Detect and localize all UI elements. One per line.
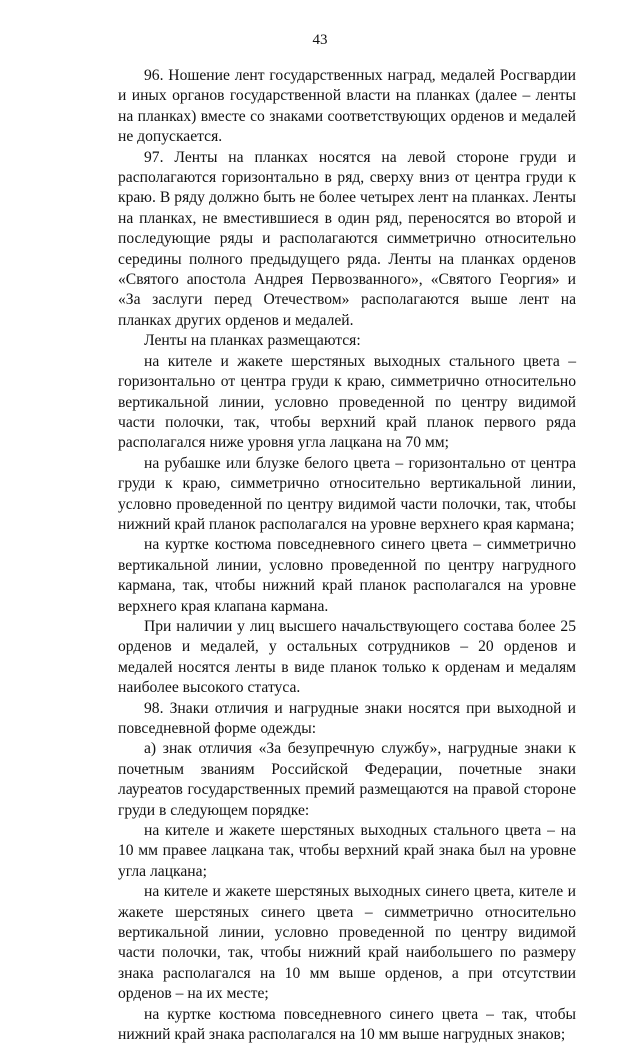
paragraph-white-shirt-ribbons: на рубашке или блузке белого цвета – горизонтально от центра груди к краю, симметрично относительно вертикальной линии, условно проведенной по центру видимой части полочки, так, чтобы нижний край планок располагался на уровне верхнего края кармана; <box>118 454 576 533</box>
paragraph-97: 97. Ленты на планках носятся на левой стороне груди и располагаются горизонтально в ряд, сверху вниз от центра груди к краю. В ряду должно быть не более четырех лент на планках. Ленты на планках, не вместившиеся в один ряд, переносятся во второй и последующие ряды и располагаются симметрично относительно середины полного предыдущего ряда. Ленты на планках орденов «Святого апостола Андрея Первозванного», «Святого Георгия» и «За заслуги перед Отечеством» располагаются выше лент на планках других орденов и медалей. <box>118 148 576 329</box>
paragraph-98: 98. Знаки отличия и нагрудные знаки носятся при выходной и повседневной форме одежды: <box>118 699 576 737</box>
paragraph-96: 96. Ношение лент государственных наград, медалей Росгвардии и иных органов государственной власти на планках (далее – ленты на планках) вместе со знаками соответствующих орденов и медалей не допускается. <box>118 67 576 146</box>
paragraph-steel-jacket-badges: на кителе и жакете шерстяных выходных стального цвета – на 10 мм правее лацкана так, чтобы верхний край знака был на уровне угла лацкана; <box>118 822 576 880</box>
paragraph-senior-staff-ribbons: При наличии у лиц высшего начальствующего состава более 25 орденов и медалей, у остальных сотрудников – 20 орденов и медалей носятся ленты в виде планок только к орденам и медалям наиболее высокого статуса. <box>118 617 576 697</box>
paragraph-blue-jacket-ribbons: на куртке костюма повседневного синего цвета – симметрично вертикальной линии, условно проведенной по центру нагрудного кармана, так, чтобы нижний край планок располагался на уровне верхнего края клапана кармана. <box>118 536 576 615</box>
document-body <box>118 66 576 1046</box>
paragraph-ribbons-placement-intro: Ленты на планках размещаются: <box>144 332 361 350</box>
paragraph-blue-jacket-badges: на кителе и жакете шерстяных выходных синего цвета, кителе и жакете шерстяных синего цвета – симметрично относительно вертикальной линии, условно проведенной по центру видимой части полочки, так, чтобы нижний край наибольшего по размеру знака располагался на 10 мм выше орденов, а при отсутствии орденов – на их месте; <box>118 883 576 1003</box>
paragraph-steel-jacket-ribbons: на кителе и жакете шерстяных выходных стального цвета – горизонтально от центра груди к краю, симметрично относительно вертикальной линии, условно проведенной по центру видимой части полочки, так, чтобы верхний край планок первого ряда располагался ниже уровня угла лацкана на 70 мм; <box>118 352 576 452</box>
paragraph-blue-coat-badges: на куртке костюма повседневного синего цвета – так, чтобы нижний край знака располагался на 10 мм выше нагрудных знаков; <box>118 1005 576 1044</box>
paragraph-98a: а) знак отличия «За безупречную службу», нагрудные знаки к почетным званиям Российской Федерации, почетные знаки лауреатов государственных премий размещаются на правой стороне груди в следующем порядке: <box>118 740 576 819</box>
page-number: 43 <box>312 32 328 48</box>
